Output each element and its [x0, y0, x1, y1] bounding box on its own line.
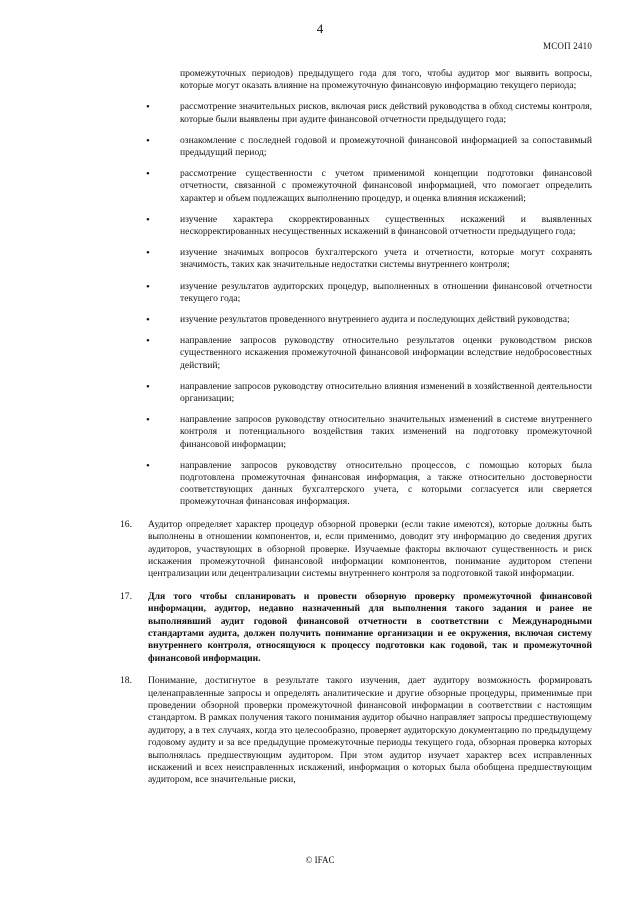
list-item [146, 101, 592, 125]
bullet-text: ознакомление с последней годовой и промежуточной финансовой информацией за сопоставимый предыдущий период; [180, 134, 592, 159]
continued-bullet-text: промежуточных периодов) предыдущего года для того, чтобы аудитор мог выявить вопросы, которые могут оказать влияние на промежуточную финансовую информацию текущего периода; [180, 68, 592, 92]
bullet-marker: • [146, 335, 150, 348]
paragraph-16 [120, 518, 592, 581]
bullet-marker: • [146, 414, 150, 427]
bullet-text: направление запросов руководству относительно значительных изменений в системе внутреннего контроля и потенциального воздействия таких изменений на подготовку промежуточной финансовой информации; [180, 414, 592, 450]
copyright-footer: © IFAC [305, 855, 335, 865]
list-item [146, 247, 592, 271]
bullet-text: изучение результатов аудиторских процедур, выполненных в отношении финансовой отчетности текущего года; [180, 280, 592, 304]
bullet-marker: • [146, 134, 150, 147]
bullet-text: рассмотрение существенности с учетом применимой концепции подготовки финансовой отчетности, связанной с промежуточной финансовой информацией, что помогает определить характер и объем подлежащих выполнению процедур, и оценка влияния искажений; [180, 168, 592, 204]
paragraph-number: 17. [120, 590, 132, 602]
bullet-marker: • [146, 380, 150, 393]
bullet-marker: • [146, 314, 150, 327]
bullet-marker: • [146, 101, 150, 114]
bullet-marker: • [146, 247, 150, 260]
list-item [146, 213, 592, 238]
bullet-text: направление запросов руководству относительно влияния изменений в хозяйственной деятельности организации; [180, 380, 592, 405]
bullet-marker: • [146, 459, 150, 472]
paragraph-number: 18. [120, 675, 132, 687]
list-item [146, 168, 592, 205]
bullet-text: изучение характера скорректированных существенных искажений и выявленных нескорректированных несущественных искажений в финансовой отчетности предыдущего года; [180, 213, 592, 238]
bullet-list [0, 101, 640, 508]
list-item [146, 280, 592, 305]
bullet-text: направление запросов руководству относительно процессов, с помощью которых была подготовлена промежуточная финансовая информация, а также относительно достоверности соответствующих данных бухгалтерского учета, с которыми согласуется или сверяется промежуточная финансовая информация. [180, 459, 592, 508]
bullet-text: направление запросов руководству относительно результатов оценки руководством рисков существенного искажения промежуточной финансовой информации вследствие недобросовестных действий; [180, 335, 592, 371]
page-number: 4 [316, 21, 324, 36]
paragraph-18 [120, 675, 592, 787]
document-code: МСОП 2410 [543, 41, 593, 51]
list-item [146, 414, 592, 451]
paragraph-text: Для того чтобы спланировать и провести обзорную проверку промежуточной финансовой информации, аудитор, недавно назначенный для выполнения такого задания и ранее не выполнявший аудит годовой финансовой отчетности в соответствии с Международными стандартами аудита, должен получить понимание организации и ее окружения, включая систему внутреннего контроля, относящуюся к процессу подготовки как годовой, так и промежуточной финансовой информации. [148, 590, 592, 664]
paragraph-17-requirement [120, 590, 592, 665]
bullet-text: изучение значимых вопросов бухгалтерского учета и отчетности, которые могут сохранять значимость, таких как значительные недостатки системы внутреннего контроля; [180, 247, 592, 271]
list-item [146, 134, 592, 159]
list-item [146, 459, 592, 509]
bullet-text: изучение результатов проведенного внутреннего аудита и последующих действий руководства; [180, 314, 570, 326]
paragraph-number: 16. [120, 518, 132, 530]
list-item [146, 335, 592, 372]
list-item [146, 380, 592, 405]
bullet-marker: • [146, 168, 150, 181]
bullet-marker: • [146, 280, 150, 293]
page-body [0, 68, 640, 787]
paragraph-text: Понимание, достигнутое в результате такого изучения, дает аудитору возможность формировать целенаправленные запросы и определять аналитические и другие обзорные процедуры, применимые при проведении обзорной проверки промежуточной финансовой информации в соответствии с настоящим стандартом. В рамках получения такого понимания аудитор обычно направляет запросы предшествующему аудитору, а в тех случаях, когда это целесообразно, проверяет аудиторскую документацию по предыдущему годовому аудиту и за все предыдущие промежуточные периоды текущего года, обзорная проверка которых выполнялась предшествующим аудитором. При этом аудитор изучает характер всех исправленных искажений и всех неисправленных искажений, информация о которых была обобщена предшествующим аудитором, все значительные риски, [148, 675, 592, 786]
bullet-text: рассмотрение значительных рисков, включая риск действий руководства в обход системы контроля, которые были выявлены при аудите финансовой отчетности предыдущего года; [180, 101, 592, 125]
list-item [146, 314, 592, 327]
paragraph-text: Аудитор определяет характер процедур обзорной проверки (если такие имеются), которые должны быть выполнены в отношении компонентов, и, если применимо, доводит эту информацию до сведения других аудиторов, участвующих в обзорной проверке. Изучаемые факторы включают существенность и риск искажения промежуточной финансовой информации компонентов, понимание аудитором степени централизации или децентрализации системы внутреннего контроля за подготовкой такой информации. [148, 518, 592, 580]
bullet-marker: • [146, 213, 150, 226]
